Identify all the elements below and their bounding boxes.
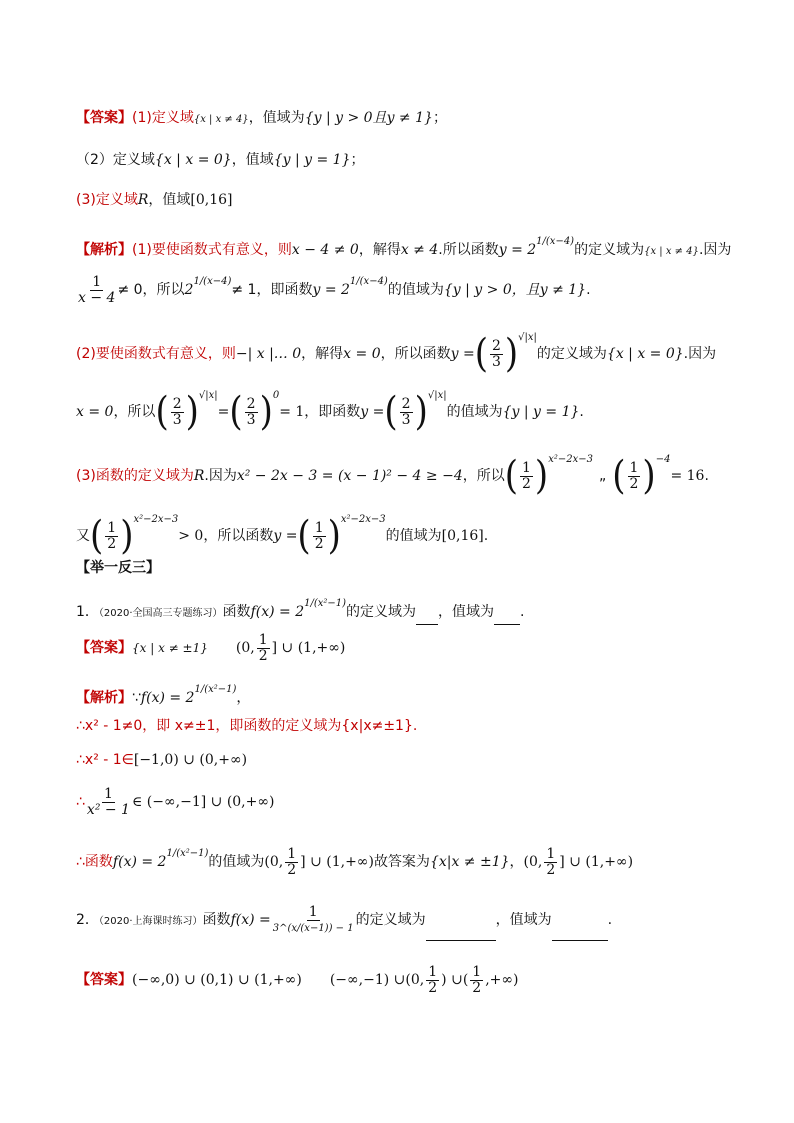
numerator: 1 [107, 519, 117, 536]
denominator: 2 [314, 535, 324, 552]
math-expr: y = 2 [498, 242, 537, 258]
q1-analysis-2: ∴x² - 1≠0，即 x≠±1，即函数的定义域为{x|x≠±1}. [76, 718, 418, 734]
question-text: . [520, 604, 525, 620]
question-number: 2． [76, 912, 99, 928]
analysis-text: ∵ [132, 690, 141, 706]
q1-analysis-5 [76, 838, 633, 878]
math-expr: {y | y > 0，且y ≠ 1} [443, 282, 587, 298]
math-expr: f(x) = [230, 912, 271, 928]
range-expr: {y | y > 0且y ≠ 1} [304, 110, 433, 126]
answer-tag: 【答案】 [76, 110, 132, 126]
analysis-text: ，即函数 [304, 404, 361, 420]
analysis-text: (2)要使函数式有意义，则 [76, 346, 236, 362]
fraction [87, 787, 130, 818]
numerator: 1 [522, 459, 531, 476]
question-text: 的定义域为 [346, 604, 417, 620]
exponent: √|x| [427, 390, 447, 401]
math-expr: y = [273, 528, 298, 544]
analysis-text: ，所以 [462, 468, 505, 484]
math-expr: x = 0 [343, 346, 381, 362]
math-expr: ∈ (−∞,−1] ∪ (0,+∞) [131, 794, 275, 810]
analysis-line-1 [76, 232, 731, 262]
numerator: 1 [92, 273, 102, 290]
answer-blank[interactable] [416, 604, 438, 625]
analysis-text: 的值域为 [385, 528, 442, 544]
exponent: √|x| [198, 390, 218, 401]
question-source: （2020·上海课时练习） [98, 916, 203, 927]
exponent: x²−2x−3 [340, 514, 386, 525]
math-expr: −| x |… 0 [235, 346, 302, 362]
section-heading: 【举一反三】 [76, 560, 160, 576]
exponent: x²−2x−3 [548, 454, 593, 465]
math-expr: x = 0 [76, 404, 114, 420]
q1-analysis-3 [76, 750, 247, 770]
analysis-text: (3)函数的定义域为 [76, 468, 194, 484]
q1-answer [76, 632, 345, 664]
math-expr: {x | x ≠ ±1} [132, 641, 208, 655]
numerator: 1 [258, 631, 268, 648]
analysis-text: ≠ 0，所以 [117, 282, 185, 298]
left-paren: ( [384, 389, 398, 435]
answer-line-2 [76, 150, 364, 170]
math-expr: {x | x ≠ 4} [644, 246, 699, 257]
question-text: 的定义域为 [355, 912, 426, 928]
numerator: 1 [629, 459, 639, 476]
exponent: 1/(x−4) [536, 236, 575, 247]
numerator: 2 [491, 337, 501, 354]
analysis-text: ≠ 1，即函数 [231, 282, 313, 298]
math-expr: y = [450, 346, 475, 362]
analysis-text: ，解得 [301, 346, 344, 362]
math-expr: 2 [184, 282, 194, 298]
math-expr: > 0 [178, 528, 204, 544]
analysis-text: .因为 [698, 242, 732, 258]
answer-text: (3)定义域 [76, 192, 138, 208]
right-paren: ) [534, 453, 549, 499]
q2-answer [76, 962, 519, 998]
fraction [520, 461, 533, 492]
analysis-line-4 [76, 378, 584, 435]
math-expr: = 1 [279, 404, 305, 420]
answer-text: ，值域 [231, 152, 274, 168]
answer-text: ； [432, 110, 447, 126]
exponent: √|x| [518, 332, 537, 343]
answer-text: ； [350, 152, 365, 168]
fraction [426, 965, 439, 996]
math-expr: (0, [264, 854, 284, 870]
analysis-text: 又 [76, 528, 90, 544]
left-paren: ( [90, 513, 104, 559]
denominator: 2 [428, 979, 438, 996]
right-paren: ) [642, 453, 656, 499]
fraction [245, 397, 258, 428]
analysis-text: ，所以 [113, 404, 156, 420]
answer-line-1 [76, 108, 447, 130]
math-expr: = [217, 404, 230, 420]
denominator: x² − 1 [86, 801, 130, 818]
denominator: 2 [546, 861, 556, 878]
analysis-text: . [586, 282, 591, 298]
answer-text: （2）定义域 [76, 152, 155, 168]
fraction [628, 461, 641, 492]
math-expr: f(x) = 2 [250, 604, 305, 620]
fraction [285, 847, 298, 878]
math-expr: ] ∪ (1,+∞) [271, 640, 346, 656]
denominator: 2 [629, 475, 639, 492]
analysis-text: 故答案为 [373, 854, 430, 870]
fraction [544, 847, 557, 878]
numerator: 1 [103, 785, 113, 802]
analysis-tag: 【解析】 [76, 690, 132, 706]
right-paren: ) [327, 513, 341, 559]
math-expr: = 16 [670, 468, 705, 484]
analysis-text: ，所以函数 [203, 528, 274, 544]
range-expr: {y | y = 1} [273, 152, 351, 168]
analysis-line-2 [76, 266, 591, 306]
analysis-tag: 【解析】 [76, 242, 132, 258]
math-expr: x² − 2x − 3 = (x − 1)² − 4 ≥ −4 [236, 468, 463, 484]
answer-blank[interactable] [494, 604, 520, 625]
math-expr: {x | x = 0} [606, 346, 684, 362]
answer-text: ，值域为 [248, 110, 305, 126]
math-expr: f(x) = 2 [112, 854, 167, 870]
right-paren: ) [414, 389, 428, 435]
analysis-text: 的值域为 [446, 404, 503, 420]
analysis-text: ∴ [76, 794, 85, 810]
fraction [400, 397, 413, 428]
analysis-line-6 [76, 502, 489, 559]
math-expr: x ≠ 4 [400, 242, 439, 258]
math-expr: ) ∪ [441, 972, 463, 988]
math-expr: (−∞,−1) ∪ [329, 972, 406, 988]
left-paren: ( [229, 389, 243, 435]
denominator: 2 [472, 979, 482, 996]
math-expr: R [193, 468, 205, 484]
math-expr: y = 2 [312, 282, 350, 298]
math-expr: f(x) = 2 [140, 690, 195, 706]
left-paren: ( [297, 513, 311, 559]
question-2 [76, 902, 612, 941]
right-paren: ) [120, 513, 134, 559]
numerator: 2 [401, 395, 411, 412]
analysis-text: .所以函数 [438, 242, 499, 258]
question-text: ，值域为 [438, 604, 495, 620]
math-expr: [−1,0) ∪ (0,+∞) [133, 752, 248, 768]
analysis-text: .因为 [683, 346, 717, 362]
math-expr: ] ∪ (1,+∞) [559, 854, 634, 870]
analysis-text: . [483, 528, 489, 544]
answer-blank[interactable] [552, 904, 608, 941]
math-expr: (0, [523, 854, 543, 870]
left-paren: ( [155, 389, 169, 435]
denominator: 3 [491, 353, 501, 370]
math-expr: ( [462, 972, 469, 988]
q1-analysis-4 [76, 786, 275, 818]
analysis-line-3 [76, 320, 717, 377]
q1-analysis-1 [76, 680, 250, 708]
analysis-text: ， [236, 690, 251, 706]
math-expr: (0, [405, 972, 425, 988]
numerator: 2 [246, 395, 256, 412]
exponent: −4 [655, 454, 671, 465]
analysis-line-5 [76, 442, 709, 499]
analysis-text: . [579, 404, 584, 420]
fraction [257, 633, 270, 664]
denominator: 3 [246, 411, 256, 428]
analysis-text: ，所以函数 [380, 346, 451, 362]
math-expr: {y | y = 1} [502, 404, 580, 420]
analysis-text: „ [598, 468, 607, 484]
analysis-text: . [704, 468, 709, 484]
math-expr: (0, [235, 640, 255, 656]
denominator: 3 [401, 411, 411, 428]
answer-text: ，值域 [148, 192, 191, 208]
analysis-text: ， [509, 854, 524, 870]
fraction [313, 521, 326, 552]
denominator: 2 [107, 535, 117, 552]
question-1 [76, 594, 525, 625]
fraction [490, 339, 503, 370]
numerator: 1 [546, 845, 556, 862]
exponent: 1/(x²−1) [304, 598, 347, 609]
exponent: 1/(x²−1) [194, 684, 237, 695]
question-text: 函数 [222, 604, 251, 620]
right-paren: ) [185, 389, 199, 435]
numerator: 2 [172, 395, 182, 412]
question-text: . [607, 912, 613, 928]
denominator: 3 [172, 411, 182, 428]
exponent: 1/(x−4) [193, 276, 232, 287]
numerator: 1 [287, 845, 297, 862]
right-paren: ) [504, 331, 519, 377]
denominator: 3^(x/(x−1)) − 1 [272, 922, 354, 934]
fraction [171, 397, 184, 428]
math-expr: (−∞,0) ∪ (0,1) ∪ (1,+∞) [132, 972, 302, 988]
math-expr: ] ∪ (1,+∞) [300, 854, 374, 870]
right-paren: ) [259, 389, 273, 435]
math-expr: y = [360, 404, 385, 420]
numerator: 1 [428, 963, 438, 980]
answer-blank[interactable] [426, 904, 496, 941]
fraction [273, 905, 354, 936]
domain-expr: R [137, 192, 149, 208]
exponent: 1/(x−4) [349, 276, 388, 287]
domain-expr: {x | x ≠ 4} [193, 114, 249, 125]
exponent: x²−2x−3 [133, 514, 179, 525]
question-number: 1． [76, 604, 99, 620]
math-expr: {x|x ≠ ±1} [429, 854, 510, 870]
analysis-text: ∴函数 [76, 854, 113, 870]
denominator: 2 [287, 861, 297, 878]
math-expr: x − 4 ≠ 0 [291, 242, 359, 258]
left-paren: ( [474, 331, 488, 377]
numerator: 1 [472, 963, 482, 980]
exponent: 1/(x²−1) [166, 848, 209, 859]
numerator: 1 [314, 519, 324, 536]
math-expr: [0,16] [441, 528, 484, 544]
math-expr: ,+∞) [485, 972, 519, 988]
analysis-text: 的定义域为 [574, 242, 645, 258]
analysis-text: 的值域为 [208, 854, 265, 870]
analysis-text: ∴x² - 1∈ [76, 752, 134, 768]
question-source: （2020·全国高三专题练习） [98, 608, 223, 619]
question-text: ，值域为 [495, 912, 552, 928]
analysis-text: ，解得 [358, 242, 401, 258]
analysis-text: 的值域为 [387, 282, 444, 298]
answer-text: (1)定义域 [132, 110, 194, 126]
analysis-text: .因为 [204, 468, 237, 484]
denominator: x − 4 [78, 289, 116, 306]
analysis-text: 的定义域为 [536, 346, 607, 362]
numerator: 1 [308, 903, 318, 920]
question-text: 函数 [202, 912, 231, 928]
fraction [78, 275, 115, 306]
answer-tag: 【答案】 [76, 972, 132, 988]
fraction [470, 965, 483, 996]
exponent: 0 [272, 390, 280, 401]
analysis-text: (1)要使函数式有意义，则 [132, 242, 292, 258]
denominator: 2 [258, 647, 268, 664]
answer-line-3 [76, 190, 233, 210]
left-paren: ( [504, 453, 518, 499]
fraction [105, 521, 118, 552]
range-expr: [0,16] [190, 192, 233, 208]
left-paren: ( [612, 453, 626, 499]
denominator: 2 [522, 475, 531, 492]
answer-tag: 【答案】 [76, 640, 132, 656]
domain-expr: {x | x = 0} [154, 152, 232, 168]
